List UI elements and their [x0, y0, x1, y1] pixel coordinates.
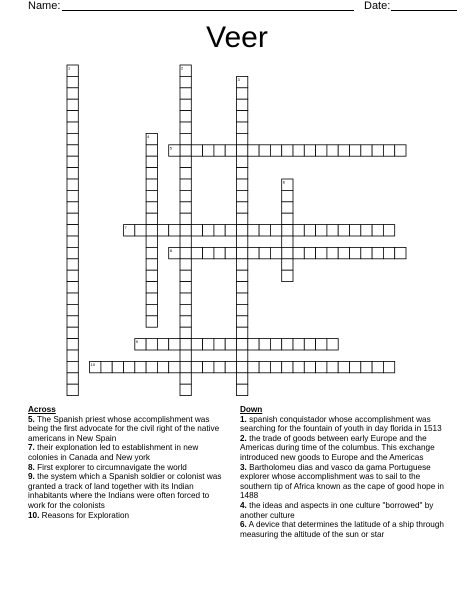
across-clue-10: [28, 511, 228, 521]
grid-cell[interactable]: [237, 339, 248, 350]
grid-cell[interactable]: [203, 145, 214, 156]
grid-cell[interactable]: [180, 76, 191, 87]
grid-cell[interactable]: [180, 316, 191, 327]
grid-cell[interactable]: [146, 316, 157, 327]
grid-cell[interactable]: [237, 384, 248, 395]
grid-cell[interactable]: [350, 361, 361, 372]
across-clue-5: [28, 415, 228, 444]
grid-cell[interactable]: [180, 350, 191, 361]
grid-cell[interactable]: [67, 213, 78, 224]
grid-cell[interactable]: [304, 339, 315, 350]
grid-cell[interactable]: [146, 259, 157, 270]
clue-number: 2.: [240, 433, 247, 443]
grid-cell[interactable]: [395, 247, 406, 258]
grid-cell[interactable]: [180, 282, 191, 293]
grid-cell[interactable]: [237, 304, 248, 315]
grid-cell[interactable]: [237, 88, 248, 99]
grid-cell[interactable]: [203, 225, 214, 236]
grid-cell[interactable]: [146, 270, 157, 281]
grid-cell[interactable]: [180, 361, 191, 372]
clue-number: 6.: [240, 520, 247, 530]
grid-cell[interactable]: [282, 259, 293, 270]
grid-cell[interactable]: [237, 293, 248, 304]
grid-cell[interactable]: [372, 247, 383, 258]
clue-text: the ideas and aspects in one culture "borrowed" by another culture: [240, 500, 434, 520]
grid-cell[interactable]: [67, 373, 78, 384]
grid-cell[interactable]: [316, 225, 327, 236]
grid-cell[interactable]: [338, 145, 349, 156]
grid-cell[interactable]: [259, 361, 270, 372]
clue-text: the trade of goods between early Europe and the Americas during time of the columbus. This exchange introduced new goods to Europe and the Americas: [240, 433, 435, 462]
grid-cell[interactable]: [180, 293, 191, 304]
clue-text: the system which a Spanish soldier or colonist was granted a track of land together with its Indian inhabitants where the Indians were often forced to work for the colonists: [28, 472, 222, 510]
down-heading: Down: [240, 405, 263, 414]
clue-number: 9.: [28, 472, 35, 482]
grid-cell[interactable]: [259, 145, 270, 156]
grid-cell[interactable]: [237, 282, 248, 293]
grid-cell[interactable]: [237, 156, 248, 167]
grid-cell[interactable]: [327, 247, 338, 258]
grid-cell[interactable]: [191, 247, 202, 258]
grid-cell[interactable]: [146, 179, 157, 190]
grid-cell[interactable]: [180, 88, 191, 99]
grid-cell[interactable]: [237, 133, 248, 144]
grid-cell[interactable]: [237, 168, 248, 179]
grid-cell[interactable]: [248, 339, 259, 350]
across-clue-7: [28, 443, 228, 462]
grid-cell[interactable]: [135, 361, 146, 372]
date-label: Date:: [364, 0, 391, 12]
grid-cell[interactable]: [67, 270, 78, 281]
grid-cell[interactable]: [237, 350, 248, 361]
grid-cell[interactable]: [146, 168, 157, 179]
clue-number: 7.: [28, 443, 35, 453]
clue-number: 3.: [240, 462, 247, 472]
grid-cell[interactable]: [214, 361, 225, 372]
page-title: Veer: [206, 21, 268, 54]
grid-cell[interactable]: [237, 247, 248, 258]
grid-cell[interactable]: [67, 236, 78, 247]
grid-cell[interactable]: [282, 270, 293, 281]
grid-cell[interactable]: [350, 247, 361, 258]
grid-cell[interactable]: [67, 259, 78, 270]
grid-cell[interactable]: [338, 361, 349, 372]
grid-cell[interactable]: [67, 156, 78, 167]
grid-cell[interactable]: [169, 361, 180, 372]
grid-cell[interactable]: [361, 361, 372, 372]
grid-cell[interactable]: [237, 327, 248, 338]
grid-cell[interactable]: [67, 133, 78, 144]
grid-cell[interactable]: [214, 145, 225, 156]
grid-cell[interactable]: [180, 202, 191, 213]
down-clue-4: [240, 501, 446, 520]
down-clues: [240, 405, 446, 539]
grid-cell[interactable]: [124, 361, 135, 372]
grid-cell[interactable]: [214, 225, 225, 236]
grid-cell[interactable]: [248, 247, 259, 258]
grid-cell[interactable]: [237, 99, 248, 110]
cell-number-5: 5: [169, 145, 172, 151]
grid-cell[interactable]: [180, 259, 191, 270]
clue-text: Bartholomeu dias and vasco da gama Portuguese explorer whose accomplishment was to sail to the southern tip of Africa known as the cape of good hope in 1488: [240, 462, 444, 501]
down-clue-3: [240, 463, 446, 501]
clue-text: A device that determines the latitude of a ship through measuring the altitude of the sun or star: [240, 520, 444, 539]
down-clue-6: [240, 520, 446, 539]
cell-number-3: 3: [237, 76, 240, 82]
grid-cell[interactable]: [282, 339, 293, 350]
grid-cell[interactable]: [338, 247, 349, 258]
grid-cell[interactable]: [270, 145, 281, 156]
grid-cell[interactable]: [203, 247, 214, 258]
grid-cell[interactable]: [67, 76, 78, 87]
grid-cell[interactable]: [67, 339, 78, 350]
grid-cell[interactable]: [237, 213, 248, 224]
grid-cell[interactable]: [225, 339, 236, 350]
grid-cell[interactable]: [203, 339, 214, 350]
grid-cell[interactable]: [67, 168, 78, 179]
grid-cell[interactable]: [316, 145, 327, 156]
grid-cell[interactable]: [237, 122, 248, 133]
across-list: [28, 415, 228, 521]
grid-cell[interactable]: [372, 225, 383, 236]
grid-cell[interactable]: [214, 247, 225, 258]
grid-cell[interactable]: [180, 156, 191, 167]
cell-number-10: 10: [90, 361, 96, 367]
grid-cell[interactable]: [191, 361, 202, 372]
cell-number-4: 4: [147, 133, 150, 139]
grid-cell[interactable]: [180, 270, 191, 281]
grid-cell[interactable]: [282, 236, 293, 247]
clue-number: 10.: [28, 510, 40, 520]
grid-cell[interactable]: [214, 339, 225, 350]
grid-cell[interactable]: [180, 339, 191, 350]
grid-cell[interactable]: [67, 179, 78, 190]
grid-cell[interactable]: [237, 145, 248, 156]
grid-cell[interactable]: [316, 361, 327, 372]
grid-cell[interactable]: [237, 202, 248, 213]
grid-cell[interactable]: [248, 225, 259, 236]
grid-cell[interactable]: [112, 361, 123, 372]
grid-cell[interactable]: [350, 225, 361, 236]
clue-text: spanish conquistador whose accomplishment was searching for the fountain of youth in day florida in 1513: [240, 414, 442, 434]
grid-cell[interactable]: [372, 361, 383, 372]
grid-cell[interactable]: [203, 361, 214, 372]
grid-cell[interactable]: [67, 122, 78, 133]
grid-cell[interactable]: [237, 225, 248, 236]
down-list: [240, 415, 446, 540]
grid-cell[interactable]: [383, 225, 394, 236]
grid-cell[interactable]: [282, 225, 293, 236]
grid-cell[interactable]: [146, 225, 157, 236]
grid-cell[interactable]: [327, 361, 338, 372]
grid-cell[interactable]: [282, 213, 293, 224]
grid-cell[interactable]: [282, 247, 293, 258]
grid-cell[interactable]: [169, 339, 180, 350]
cell-number-2: 2: [181, 65, 184, 71]
across-clue-9: [28, 472, 228, 510]
cell-number-7: 7: [124, 225, 127, 231]
grid-cell[interactable]: [146, 282, 157, 293]
grid-cell[interactable]: [225, 361, 236, 372]
grid-cell[interactable]: [237, 361, 248, 372]
grid-cell[interactable]: [191, 339, 202, 350]
grid-cell[interactable]: [67, 145, 78, 156]
grid-cell[interactable]: [259, 247, 270, 258]
grid-cell[interactable]: [67, 99, 78, 110]
grid-cell[interactable]: [225, 145, 236, 156]
grid-cell[interactable]: [282, 190, 293, 201]
grid-cell[interactable]: [282, 361, 293, 372]
grid-cell[interactable]: [237, 259, 248, 270]
grid-cell[interactable]: [383, 145, 394, 156]
grid-cell[interactable]: [146, 213, 157, 224]
grid-cell[interactable]: [248, 361, 259, 372]
grid-cell[interactable]: [67, 282, 78, 293]
grid-cell[interactable]: [282, 202, 293, 213]
grid-cell[interactable]: [157, 225, 168, 236]
grid-cell[interactable]: [157, 361, 168, 372]
cell-number-8: 8: [169, 247, 172, 253]
grid-cell[interactable]: [327, 339, 338, 350]
grid-cell[interactable]: [304, 225, 315, 236]
across-clue-8: [28, 463, 228, 473]
grid-cell[interactable]: [361, 225, 372, 236]
grid-cell[interactable]: [383, 361, 394, 372]
grid-cell[interactable]: [327, 145, 338, 156]
grid-cell[interactable]: [146, 202, 157, 213]
grid-cell[interactable]: [101, 361, 112, 372]
grid-cell[interactable]: [327, 225, 338, 236]
grid-cell[interactable]: [67, 111, 78, 122]
grid-cell[interactable]: [270, 247, 281, 258]
cell-number-1: 1: [68, 65, 71, 71]
clue-number: 1.: [240, 414, 247, 424]
clue-number: 8.: [28, 462, 35, 472]
grid-cell[interactable]: [180, 247, 191, 258]
grid-cell[interactable]: [361, 247, 372, 258]
grid-cell[interactable]: [361, 145, 372, 156]
clue-number: 5.: [28, 414, 35, 424]
grid-cell[interactable]: [67, 304, 78, 315]
across-clues: [28, 405, 228, 520]
grid-cell[interactable]: [146, 293, 157, 304]
grid-cell[interactable]: [180, 190, 191, 201]
grid-cell[interactable]: [157, 339, 168, 350]
across-heading: Across: [28, 405, 56, 414]
grid-cell[interactable]: [180, 111, 191, 122]
grid-cell[interactable]: [383, 247, 394, 258]
down-clue-2: [240, 434, 446, 463]
grid-cell[interactable]: [67, 247, 78, 258]
clue-text: First explorer to circumnavigate the world: [34, 462, 187, 472]
grid-cell[interactable]: [304, 247, 315, 258]
grid-cell[interactable]: [316, 339, 327, 350]
grid-cell[interactable]: [316, 247, 327, 258]
grid-cell[interactable]: [146, 361, 157, 372]
grid-cell[interactable]: [67, 293, 78, 304]
grid-cell[interactable]: [169, 225, 180, 236]
grid-cell[interactable]: [350, 145, 361, 156]
cell-number-9: 9: [135, 339, 139, 345]
grid-cell[interactable]: [146, 304, 157, 315]
grid-cell[interactable]: [146, 247, 157, 258]
grid-cell[interactable]: [191, 225, 202, 236]
grid-cell[interactable]: [67, 361, 78, 372]
grid-cell[interactable]: [237, 373, 248, 384]
grid-cell[interactable]: [225, 225, 236, 236]
grid-cell[interactable]: [67, 190, 78, 201]
grid-cell[interactable]: [237, 111, 248, 122]
name-label: Name:: [28, 0, 61, 12]
grid-cell[interactable]: [237, 270, 248, 281]
grid-cell[interactable]: [180, 327, 191, 338]
clue-text: Reasons for Exploration: [39, 510, 130, 520]
grid-cell[interactable]: [293, 361, 304, 372]
grid-cell[interactable]: [180, 225, 191, 236]
grid-cell[interactable]: [191, 145, 202, 156]
grid-cell[interactable]: [67, 350, 78, 361]
grid-cell[interactable]: [180, 168, 191, 179]
grid-cell[interactable]: [293, 145, 304, 156]
grid-cell[interactable]: [146, 190, 157, 201]
grid-cell[interactable]: [282, 145, 293, 156]
grid-cell[interactable]: [180, 122, 191, 133]
grid-cell[interactable]: [146, 339, 157, 350]
grid-cell[interactable]: [237, 190, 248, 201]
grid-cell[interactable]: [180, 304, 191, 315]
grid-cell[interactable]: [372, 145, 383, 156]
grid-cell[interactable]: [180, 384, 191, 395]
grid-cell[interactable]: [293, 339, 304, 350]
grid-cell[interactable]: [180, 133, 191, 144]
grid-cell[interactable]: [293, 225, 304, 236]
grid-cell[interactable]: [237, 236, 248, 247]
grid-cell[interactable]: [67, 225, 78, 236]
grid-cell[interactable]: [146, 236, 157, 247]
grid-cell[interactable]: [293, 247, 304, 258]
grid-cell[interactable]: [180, 179, 191, 190]
grid-cell[interactable]: [259, 225, 270, 236]
grid-cell[interactable]: [180, 236, 191, 247]
clue-text: their explonation led to establishment in new colonies in Canada and New york: [28, 443, 199, 462]
grid-cell[interactable]: [146, 145, 157, 156]
clue-text: The Spanish priest whose accomplishment was being the first advocate for the civil right of the native americans in New Spain: [28, 414, 220, 443]
grid-cell[interactable]: [146, 156, 157, 167]
grid-cell[interactable]: [180, 213, 191, 224]
grid-cell[interactable]: [67, 316, 78, 327]
grid-cell[interactable]: [270, 361, 281, 372]
grid-cell[interactable]: [395, 145, 406, 156]
down-clue-1: [240, 415, 446, 434]
grid-cell[interactable]: [237, 179, 248, 190]
grid-cell[interactable]: [270, 339, 281, 350]
grid-cell[interactable]: [270, 225, 281, 236]
grid-cell[interactable]: [225, 247, 236, 258]
grid-cell[interactable]: [180, 373, 191, 384]
grid-cell[interactable]: [338, 225, 349, 236]
grid-cell[interactable]: [259, 339, 270, 350]
grid-cell[interactable]: [67, 327, 78, 338]
grid-cell[interactable]: [67, 88, 78, 99]
grid-cell[interactable]: [304, 361, 315, 372]
cell-number-6: 6: [282, 179, 285, 185]
grid-cell[interactable]: [135, 225, 146, 236]
grid-cell[interactable]: [237, 316, 248, 327]
grid-cell[interactable]: [67, 384, 78, 395]
clue-number: 4.: [240, 500, 247, 510]
grid-cell[interactable]: [180, 99, 191, 110]
grid-cell[interactable]: [180, 145, 191, 156]
grid-cell[interactable]: [304, 145, 315, 156]
grid-cell[interactable]: [248, 145, 259, 156]
grid-cell[interactable]: [67, 202, 78, 213]
